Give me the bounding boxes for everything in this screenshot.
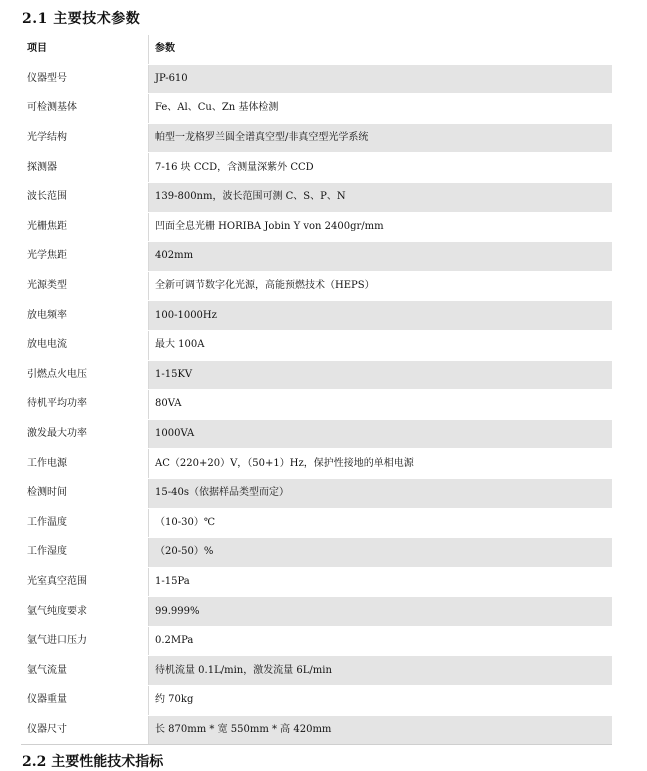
table-row <box>21 390 612 420</box>
row-value: 1-15KV <box>149 360 613 390</box>
table-row <box>21 330 612 360</box>
row-value: 帕型一龙格罗兰圆全谱真空型/非真空型光学系统 <box>149 123 613 153</box>
row-value: 1000VA <box>149 419 613 449</box>
row-value: 长 870mm * 宽 550mm * 高 420mm <box>149 715 613 745</box>
table-row <box>21 182 612 212</box>
row-item: 氩气纯度要求 <box>21 597 149 627</box>
row-value: 7-16 块 CCD，含测量深紫外 CCD <box>149 153 613 183</box>
row-item: 光室真空范围 <box>21 567 149 597</box>
row-value: 全新可调节数字化光源，高能预燃技术（HEPS） <box>149 271 613 301</box>
table-row <box>21 626 612 656</box>
table-row <box>21 419 612 449</box>
table-row <box>21 94 612 124</box>
table-row <box>21 508 612 538</box>
row-item: 检测时间 <box>21 478 149 508</box>
row-value: 约 70kg <box>149 686 613 716</box>
row-item: 仪器型号 <box>21 64 149 94</box>
row-item: 氩气进口压力 <box>21 626 149 656</box>
table-row <box>21 478 612 508</box>
row-item: 光学结构 <box>21 123 149 153</box>
row-value: 0.2MPa <box>149 626 613 656</box>
table-row <box>21 242 612 272</box>
table-row <box>21 567 612 597</box>
row-item: 工作温度 <box>21 508 149 538</box>
row-value: 凹面全息光栅 HORIBA Jobin Y von 2400gr/mm <box>149 212 613 242</box>
row-item: 工作电源 <box>21 449 149 479</box>
table-row <box>21 686 612 716</box>
row-item: 氩气流量 <box>21 656 149 686</box>
table-row <box>21 597 612 627</box>
header-parameter: 参数 <box>149 35 613 64</box>
row-item: 探测器 <box>21 153 149 183</box>
row-value: 402mm <box>149 242 613 272</box>
row-value: AC（220+20）V，（50+1）Hz，保护性接地的单相电源 <box>149 449 613 479</box>
row-item: 工作湿度 <box>21 538 149 568</box>
row-item: 待机平均功率 <box>21 390 149 420</box>
table-row <box>21 271 612 301</box>
row-item: 可检测基体 <box>21 94 149 124</box>
header-item: 项目 <box>21 35 149 64</box>
row-value: JP-610 <box>149 64 613 94</box>
parameter-table <box>21 35 612 745</box>
table-header-row <box>21 35 612 64</box>
row-item: 放电电流 <box>21 330 149 360</box>
table-row <box>21 449 612 479</box>
table-row <box>21 123 612 153</box>
row-value: （10-30）℃ <box>149 508 613 538</box>
table-row <box>21 64 612 94</box>
row-value: 15-40s（依据样品类型而定） <box>149 478 613 508</box>
row-item: 引燃点火电压 <box>21 360 149 390</box>
table-row <box>21 301 612 331</box>
row-value: 80VA <box>149 390 613 420</box>
parameter-table-body <box>21 35 612 745</box>
row-value: 最大 100A <box>149 330 613 360</box>
row-value: Fe、Al、Cu、Zn 基体检测 <box>149 94 613 124</box>
row-value: 1-15Pa <box>149 567 613 597</box>
row-item: 仪器尺寸 <box>21 715 149 745</box>
row-value: 待机流量 0.1L/min，激发流量 6L/min <box>149 656 613 686</box>
table-row <box>21 656 612 686</box>
section-title: 2.1 主要技术参数 <box>22 11 141 27</box>
row-item: 仪器重量 <box>21 686 149 716</box>
row-value: 100-1000Hz <box>149 301 613 331</box>
row-item: 光源类型 <box>21 271 149 301</box>
row-item: 波长范围 <box>21 182 149 212</box>
row-value: 139-800nm，波长范围可测 C、S、P、N <box>149 182 613 212</box>
row-value: （20-50）% <box>149 538 613 568</box>
row-item: 光栅焦距 <box>21 212 149 242</box>
next-section-title: 2.2 主要性能技术指标 <box>22 754 164 770</box>
row-value: 99.999% <box>149 597 613 627</box>
row-item: 激发最大功率 <box>21 419 149 449</box>
row-item: 放电频率 <box>21 301 149 331</box>
table-row <box>21 153 612 183</box>
row-item: 光学焦距 <box>21 242 149 272</box>
table-row <box>21 538 612 568</box>
table-row <box>21 212 612 242</box>
table-row <box>21 360 612 390</box>
table-row <box>21 715 612 745</box>
